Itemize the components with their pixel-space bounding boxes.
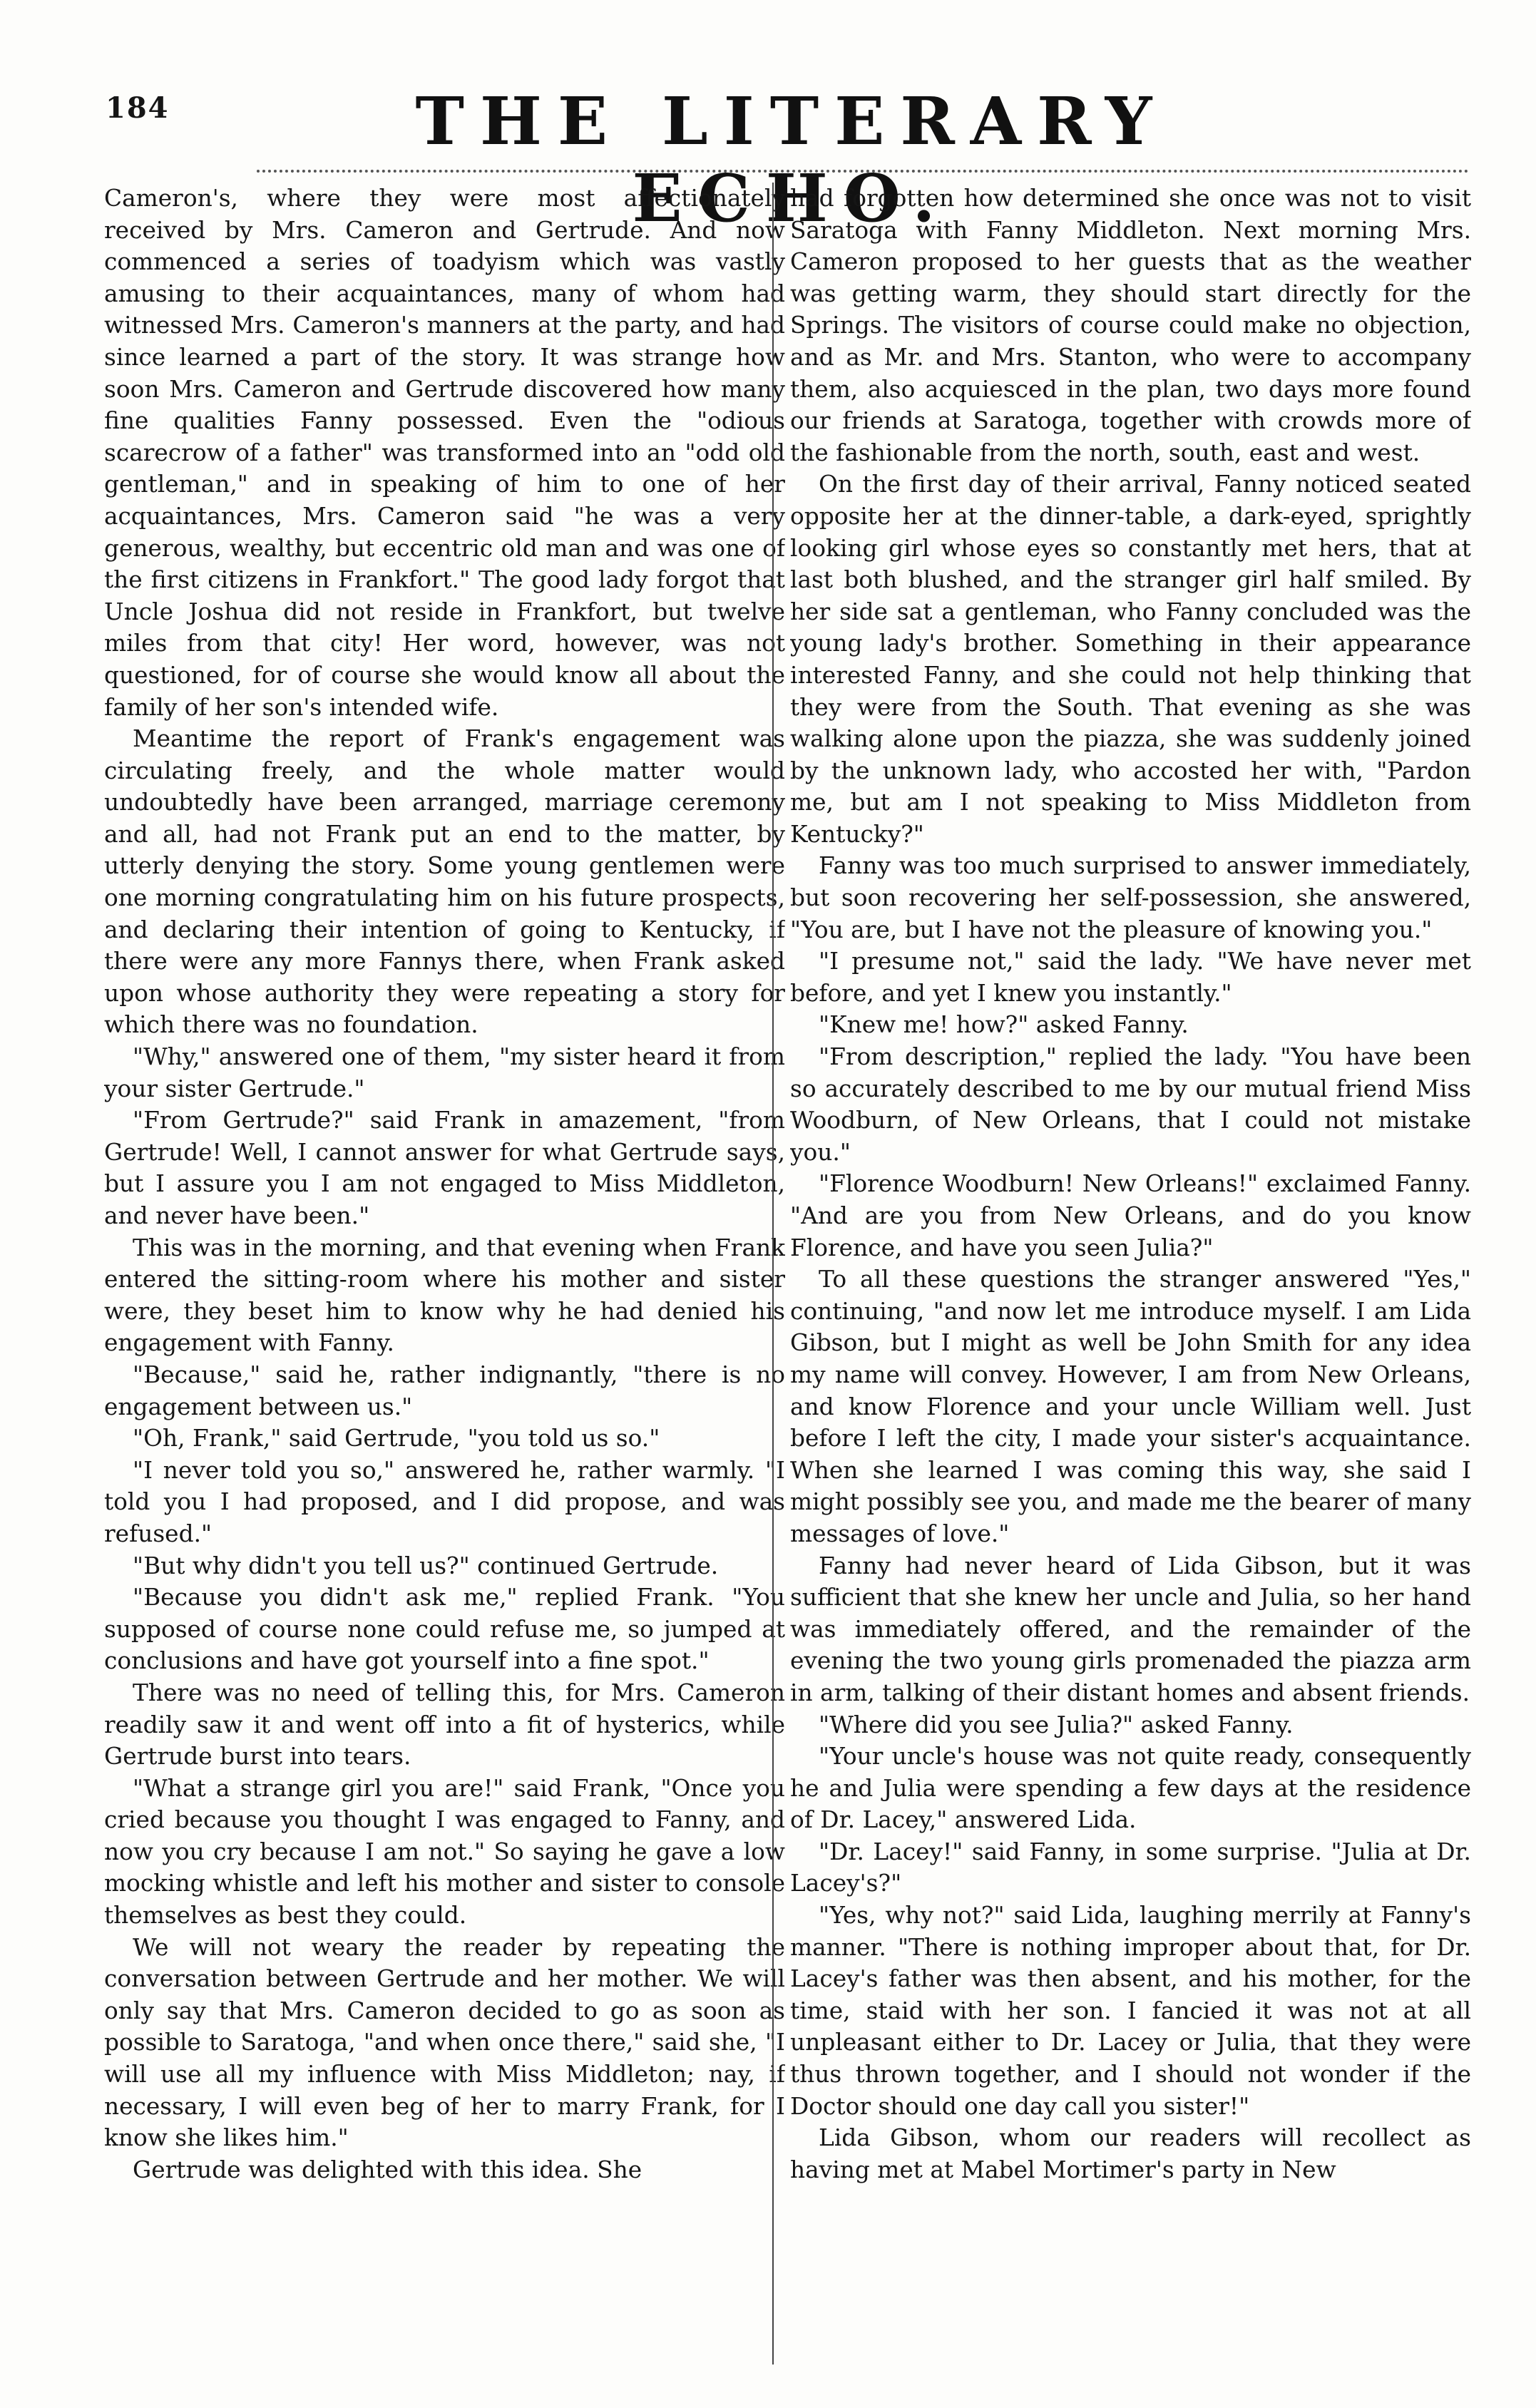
header-rule bbox=[257, 170, 1469, 173]
paragraph: To all these questions the stranger answered "Yes," continuing, "and now let me introduce myself. I am Lida Gibson, but I might as well be John Smith for any idea my name will convey. However, I am from New Orleans, and know Florence and your uncle William well. Just before I left the city, I made your sister's acquaintance. When she learned I was coming this way, she said I might possibly see you, and made me the bearer of many messages of love." bbox=[790, 1266, 1471, 1547]
paragraph: This was in the morning, and that evening when Frank entered the sitting-room where his mother and sister were, they beset him to know why he had denied his engagement with Fanny. bbox=[104, 1234, 785, 1357]
page-number: 184 bbox=[106, 91, 170, 125]
paragraph: Lida Gibson, whom our readers will recollect as having met at Mabel Mortimer's party in New bbox=[790, 2124, 1471, 2183]
column-divider bbox=[772, 183, 774, 2365]
paragraph: "Dr. Lacey!" said Fanny, in some surprise. "Julia at Dr. Lacey's?" bbox=[790, 1838, 1471, 1897]
paragraph: "Why," answered one of them, "my sister heard it from your sister Gertrude." bbox=[104, 1043, 785, 1102]
paragraph: "I presume not," said the lady. "We have never met before, and yet I knew you instantly." bbox=[790, 948, 1471, 1007]
paragraph: "From Gertrude?" said Frank in amazement, "from Gertrude! Well, I cannot answer for what Gertrude says, but I assure you I am not engaged to Miss Middleton, and never have been." bbox=[104, 1107, 785, 1229]
paragraph: Meantime the report of Frank's engagement was circulating freely, and the whole matter would undoubtedly have been arranged, marriage ceremony and all, had not Frank put an end to the matter, by utterly denying the story. Some young gentlemen were one morning congratulating him on his future prospects, and declaring their intention of going to Kentucky, if there were any more Fannys there, when Frank asked upon whose authority they were repeating a story for which there was no foundation. bbox=[104, 725, 785, 1039]
paragraph: We will not weary the reader by repeating the conversation between Gertrude and her mother. We will only say that Mrs. Cameron decided to go as soon as possible to Saratoga, "and when once there," said she, "I will use all my influence with Miss Middleton; nay, if necessary, I will even beg of her to marry Frank, for I know she likes him." bbox=[104, 1933, 785, 2152]
paragraph: "Because you didn't ask me," replied Frank. "You supposed of course none could refuse me, so jumped at conclusions and have got yourself into a fine spot." bbox=[104, 1584, 785, 1675]
paragraph: Fanny had never heard of Lida Gibson, but it was sufficient that she knew her uncle and Julia, so her hand was immediately offered, and the remainder of the evening the two young girls promenaded the piazza arm in arm, talking of their distant homes and absent friends. bbox=[790, 1552, 1471, 1706]
paragraph: "Where did you see Julia?" asked Fanny. bbox=[819, 1711, 1294, 1738]
paragraph: "But why didn't you tell us?" continued Gertrude. bbox=[133, 1552, 719, 1579]
paragraph: "Knew me! how?" asked Fanny. bbox=[819, 1011, 1189, 1039]
paragraph: Cameron's, where they were most affectionately received by Mrs. Cameron and Gertrude. And now commenced a series of toadyism which was vastly amusing to their acquaintances, many of whom had witnessed Mrs. Cameron's manners at the party, and had since learned a part of the story. It was strange how soon Mrs. Cameron and Gertrude discovered how many fine qualities Fanny possessed. Even the "odious scarecrow of a father" was transformed into an "odd old gentleman," and in speaking of him to one of her acquaintances, Mrs. Cameron said "he was a very generous, wealthy, but eccentric old man and was one of the first citizens in Frankfort." The good lady forgot that Uncle Joshua did not reside in Frankfort, but twelve miles from that city! Her word, however, was not questioned, for of course she would know all about the family of her son's intended wife. bbox=[104, 185, 785, 721]
paragraph: "Florence Woodburn! New Orleans!" exclaimed Fanny. "And are you from New Orleans, and do you know Florence, and have you seen Julia?" bbox=[790, 1170, 1471, 1261]
masthead-title: THE LITERARY ECHO. bbox=[415, 83, 1168, 237]
paragraph: "Because," said he, rather indignantly, "there is no engagement between us." bbox=[104, 1361, 785, 1420]
paragraph: Gertrude was delighted with this idea. She bbox=[133, 2156, 642, 2183]
paragraph: On the first day of their arrival, Fanny noticed seated opposite her at the dinner-table, a dark-eyed, sprightly looking girl whose eyes so constantly met hers, that at last both blushed, and the stranger girl half smiled. By her side sat a gentleman, who Fanny concluded was the young lady's brother. Something in their appearance interested Fanny, and she could not help thinking that they were from the South. That evening as she was walking alone upon the piazza, she was suddenly joined by the unknown lady, who accosted her with, "Pardon me, but am I not speaking to Miss Middleton from Kentucky?" bbox=[790, 471, 1471, 848]
left-column bbox=[104, 183, 785, 2365]
paragraph: "Oh, Frank," said Gertrude, "you told us so." bbox=[133, 1425, 660, 1453]
right-column bbox=[790, 183, 1471, 2365]
paragraph: There was no need of telling this, for Mrs. Cameron readily saw it and went off into a fit of hysterics, while Gertrude burst into tears. bbox=[104, 1679, 785, 1771]
paragraph: had forgotten how determined she once was not to visit Saratoga with Fanny Middleton. Next morning Mrs. Cameron proposed to her guests that as the weather was getting warm, they should start directly for the Springs. The visitors of course could make no objection, and as Mr. and Mrs. Stanton, who were to accompany them, also acquiesced in the plan, two days more found our friends at Saratoga, together with crowds more of the fashionable from the north, south, east and west. bbox=[790, 185, 1471, 466]
paragraph: "What a strange girl you are!" said Frank, "Once you cried because you thought I was engaged to Fanny, and now you cry because I am not." So saying he gave a low mocking whistle and left his mother and sister to console themselves as best they could. bbox=[104, 1774, 785, 1930]
paragraph: "Your uncle's house was not quite ready, consequently he and Julia were spending a few days at the residence of Dr. Lacey," answered Lida. bbox=[790, 1743, 1471, 1834]
paragraph: "Yes, why not?" said Lida, laughing merrily at Fanny's manner. "There is nothing improper about that, for Dr. Lacey's father was then absent, and his mother, for the time, staid with her son. I fancied it was not at all unpleasant either to Dr. Lacey or Julia, that they were thus thrown together, and I should not wonder if the Doctor should one day call you sister!" bbox=[790, 1902, 1471, 2120]
paragraph: Fanny was too much surprised to answer immediately, but soon recovering her self-possession, she answered, "You are, but I have not the pleasure of knowing you." bbox=[790, 852, 1471, 943]
paragraph: "From description," replied the lady. "You have been so accurately described to me by our mutual friend Miss Woodburn, of New Orleans, that I could not mistake you." bbox=[790, 1043, 1471, 1166]
paragraph: "I never told you so," answered he, rather warmly. "I told you I had proposed, and I did propose, and was refused." bbox=[104, 1456, 785, 1547]
